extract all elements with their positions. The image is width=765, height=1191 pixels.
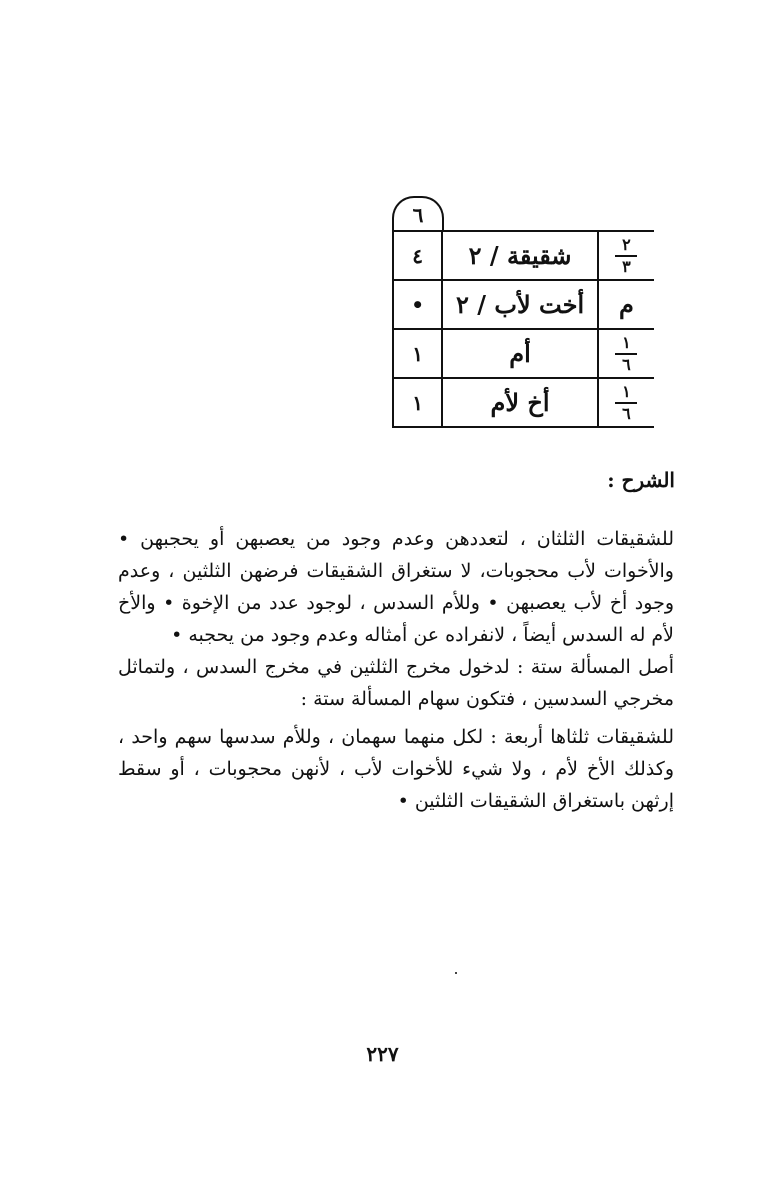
explanation-paragraph: أصل المسألة ستة : لدخول مخرج الثلثين في مخرج السدس ، ولتماثل مخرجي السدسين ، فتكون سهام المسألة ستة :: [118, 656, 674, 710]
explanation-paragraph: للشقيقات الثلثان ، لتعددهن وعدم وجود من يعصبهن أو يحجبهن • والأخوات لأب محجوبات، لا ستغراق الشقيقات فرضهن الثلثين ، وعدم وجود أخ لأب يعصبهن • وللأم السدس ، لوجود عدد من الإخوة • والأخ لأم له السدس أيضاً ، لانفراده عن أمثاله وعدم وجود من يحجبه •: [118, 528, 674, 646]
fraction-numerator: ١: [622, 332, 631, 352]
inheritance-table: [392, 196, 654, 423]
fraction-cell: [599, 330, 654, 377]
table-row: [392, 328, 654, 377]
shares-cell: •: [392, 281, 443, 328]
shares-cell: ١: [392, 379, 443, 426]
fraction-cell: [599, 281, 654, 328]
explanation-paragraph: للشقيقات ثلثاها أربعة : لكل منهما سهمان ، وللأم سدسها سهم واحد ، وكذلك الأخ لأم ، ولا شيء للأخوات لأب ، لأنهن محجوبات ، أو سقط إرثهن باستغراق الشقيقات الثلثين •: [118, 726, 674, 812]
table-row: [392, 230, 654, 279]
stray-mark: [455, 972, 457, 974]
explanation-title: الشرح :: [607, 468, 675, 492]
fraction-denominator: ٦: [622, 403, 631, 423]
fraction-cell: [599, 232, 654, 279]
fraction-numerator: ٢: [622, 234, 631, 254]
table-grid: [392, 230, 654, 428]
fraction: [615, 332, 637, 374]
blocked-symbol: م: [619, 290, 634, 319]
page-number: ٢٢٧: [366, 1042, 399, 1066]
heir-cell: أخ لأم: [443, 379, 599, 426]
fraction: [615, 381, 637, 423]
problem-base: ٦: [392, 196, 444, 232]
fraction-denominator: ٦: [622, 354, 631, 374]
table-row: [392, 377, 654, 428]
fraction: [615, 234, 637, 276]
heir-cell: أم: [443, 330, 599, 377]
heir-cell: أخت لأب / ٢: [443, 281, 599, 328]
table-row: [392, 279, 654, 328]
fraction-numerator: ١: [622, 381, 631, 401]
heir-cell: شقيقة / ٢: [443, 232, 599, 279]
fraction-cell: [599, 379, 654, 426]
shares-cell: ١: [392, 330, 443, 377]
fraction-denominator: ٣: [622, 256, 631, 276]
shares-cell: ٤: [392, 232, 443, 279]
